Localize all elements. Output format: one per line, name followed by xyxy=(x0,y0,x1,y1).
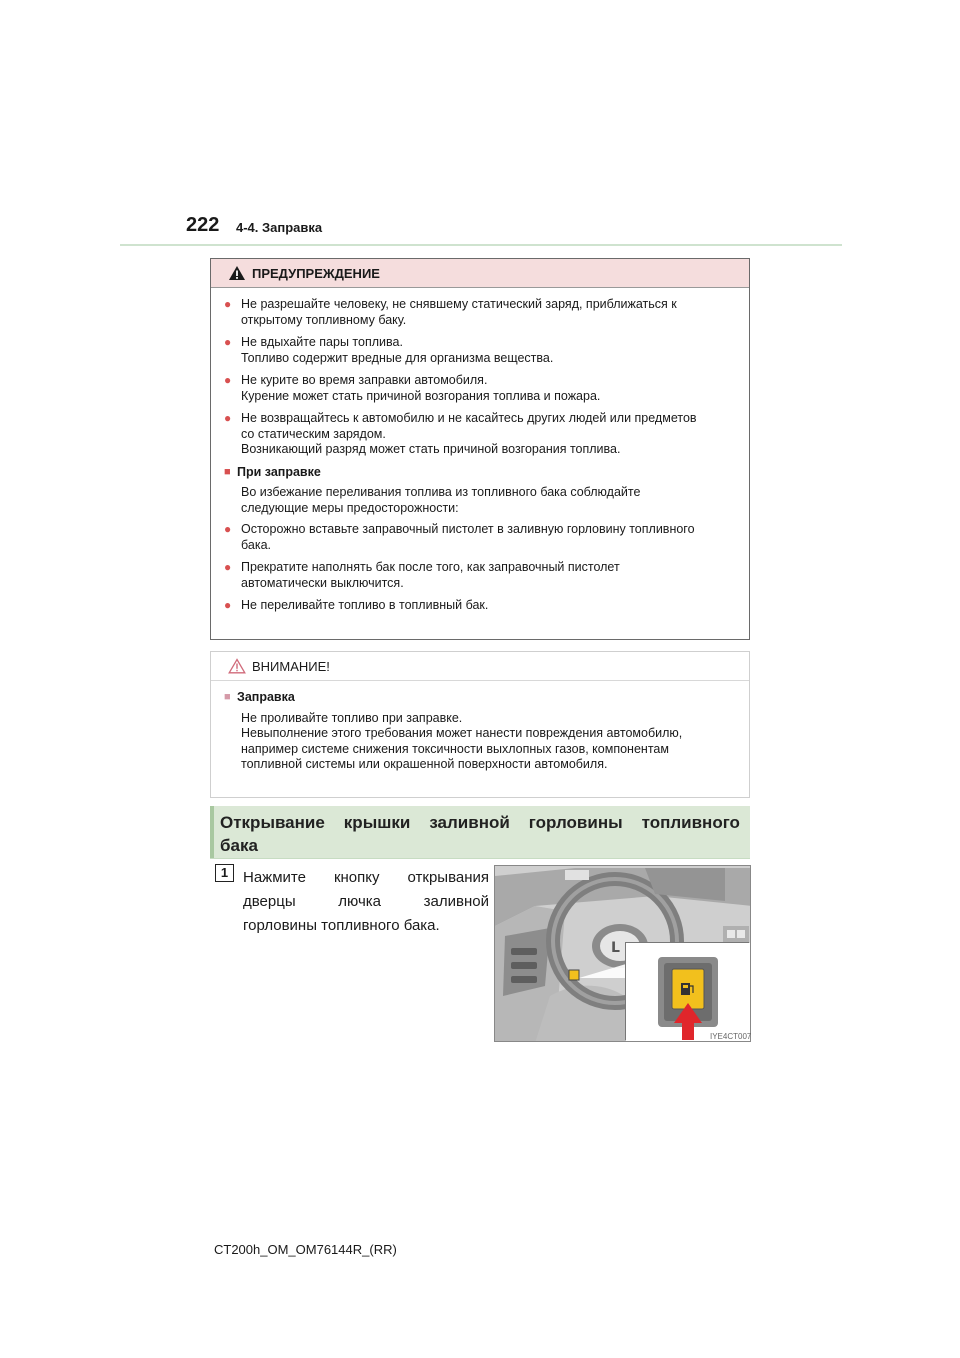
word: дверцы xyxy=(243,893,296,910)
warning-bullet xyxy=(224,297,739,328)
section-heading-line2: бака xyxy=(220,836,258,855)
step-text xyxy=(243,866,489,938)
square-bullet-icon: ■ xyxy=(224,691,231,703)
line: Топливо содержит вредные для организма вещества. xyxy=(241,350,554,365)
word: заливной xyxy=(423,893,489,910)
step-line xyxy=(243,866,489,890)
page-number: 222 xyxy=(186,214,220,236)
sub-bullet xyxy=(224,560,739,591)
sub-heading-text: При заправке xyxy=(237,464,321,479)
fuel-door-switch-inset xyxy=(625,942,752,1041)
word: Нажмите xyxy=(243,869,306,886)
word: крышки xyxy=(343,813,411,832)
line: Не разрешайте человеку, не снявшему статический заряд, приближаться к xyxy=(241,297,677,311)
line: Прекратите наполнять бак после того, как заправочный пистолет xyxy=(241,560,620,574)
step-number-badge: 1 xyxy=(215,864,234,882)
line: Осторожно вставьте заправочный пистолет в заливную горловину топливного xyxy=(241,522,695,536)
warning-bullet xyxy=(224,411,739,458)
warning-header xyxy=(211,259,749,288)
warning-title: ПРЕДУПРЕЖДЕНИЕ xyxy=(252,265,380,281)
bullet-text xyxy=(241,373,739,404)
line: Курение может стать причиной возгорания топлива и пожара. xyxy=(241,388,601,403)
section-title: 4-4. Заправка xyxy=(236,220,323,235)
bullet-text xyxy=(241,598,739,614)
line: бака. xyxy=(241,537,271,552)
illustration-label: IYE4CT007 xyxy=(710,1032,752,1041)
line: топливной системы или окрашенной поверхности автомобиля. xyxy=(241,757,608,771)
line: Не переливайте топливо в топливный бак. xyxy=(241,598,489,612)
bullet-dot: ● xyxy=(224,297,232,311)
word: топливного xyxy=(641,813,740,832)
line: Не вдыхайте пары топлива. xyxy=(241,335,403,349)
bullet-dot: ● xyxy=(224,373,232,387)
warning-bullet xyxy=(224,335,739,366)
word: горловины xyxy=(528,813,623,832)
word: открывания xyxy=(407,869,489,886)
sub-bullet xyxy=(224,522,739,553)
caution-triangle-icon xyxy=(228,658,246,674)
bullet-dot: ● xyxy=(224,598,232,612)
word: заливной xyxy=(429,813,510,832)
line: Не проливайте топливо при заправке. xyxy=(241,710,463,725)
caution-body xyxy=(211,681,749,773)
step-line: горловины топливного бака. xyxy=(243,917,440,934)
bullet-dot: ● xyxy=(224,335,232,349)
header-rule xyxy=(120,244,842,246)
bullet-text xyxy=(241,335,739,366)
inset-drawing xyxy=(626,943,750,1041)
svg-text:L: L xyxy=(611,940,620,956)
line: открытому топливному баку. xyxy=(241,312,407,327)
bullet-text xyxy=(241,522,739,553)
sub-heading-text: Заправка xyxy=(237,690,295,704)
section-heading-line1 xyxy=(220,812,740,834)
sub-heading xyxy=(224,690,739,706)
line: со статическим зарядом. xyxy=(241,426,386,441)
line: Во избежание переливания топлива из топливного бака соблюдайте xyxy=(241,485,641,499)
sub-paragraph xyxy=(224,485,739,516)
warning-box xyxy=(210,258,750,640)
bullet-text xyxy=(241,297,739,328)
step-line xyxy=(243,890,489,914)
bullet-dot: ● xyxy=(224,522,232,536)
line: например системе снижения токсичности выхлопных газов, компонентам xyxy=(241,741,669,756)
line: Не курите во время заправки автомобиля. xyxy=(241,373,488,387)
caution-paragraph xyxy=(224,711,739,773)
warning-bullet xyxy=(224,373,739,404)
bullet-dot: ● xyxy=(224,560,232,574)
warning-body xyxy=(211,288,749,614)
word: кнопку xyxy=(333,869,380,886)
word: Открывание xyxy=(220,813,325,832)
bullet-text xyxy=(241,560,739,591)
caution-box xyxy=(210,651,750,798)
sub-heading xyxy=(224,465,739,481)
section-heading-band xyxy=(210,806,750,858)
square-bullet-icon: ■ xyxy=(224,465,231,478)
bullet-dot: ● xyxy=(224,411,232,425)
line: Не возвращайтесь к автомобилю и не касайтесь других людей или предметов xyxy=(241,411,697,425)
caution-title: ВНИМАНИЕ! xyxy=(252,658,330,674)
line: следующие меры предосторожности: xyxy=(241,500,459,515)
line: Невыполнение этого требования может нанести повреждения автомобилю, xyxy=(241,726,683,740)
footer-doc-code: CT200h_OM_OM76144R_(RR) xyxy=(214,1242,397,1257)
warning-triangle-icon xyxy=(228,265,246,281)
line: Возникающий разряд может стать причиной возгорания топлива. xyxy=(241,442,621,456)
line: автоматически выключится. xyxy=(241,575,404,590)
bullet-text xyxy=(241,411,739,458)
band-rule xyxy=(210,858,750,859)
word: лючка xyxy=(338,893,382,910)
caution-header xyxy=(211,652,749,681)
sub-bullet xyxy=(224,598,739,614)
